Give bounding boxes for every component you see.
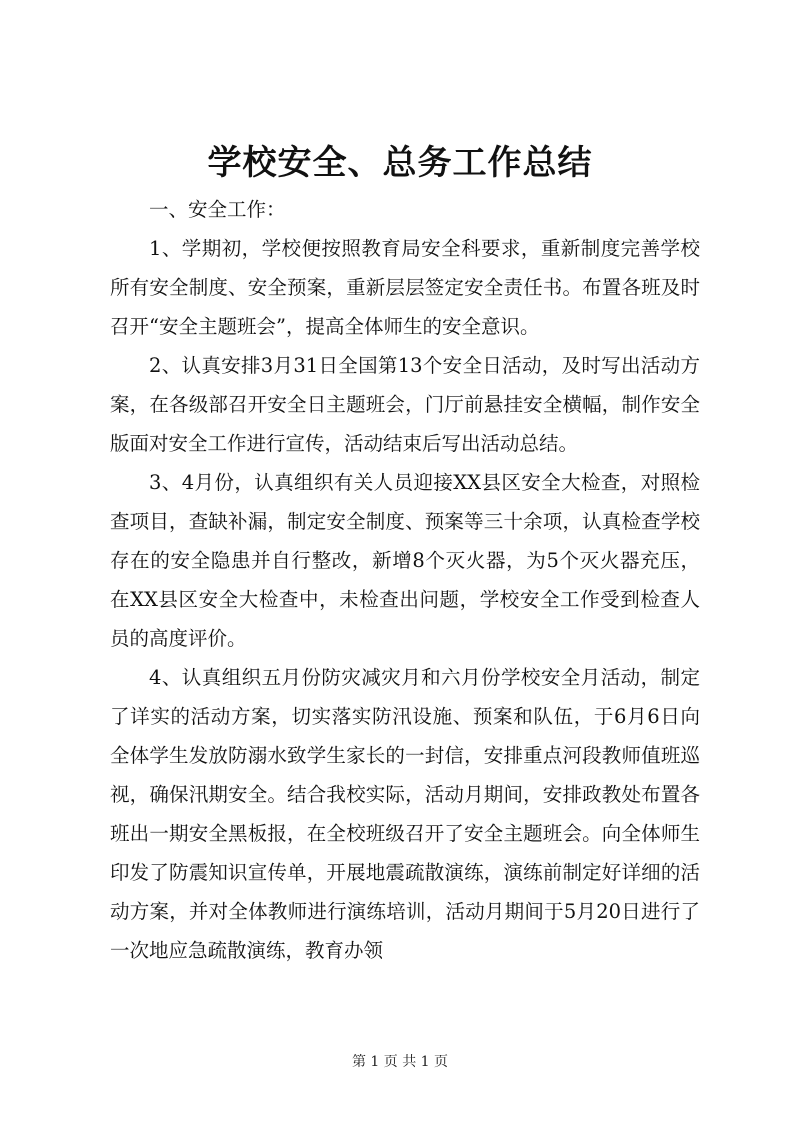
document-body bbox=[110, 190, 700, 970]
paragraph-2: 2、认真安排3月31日全国第13个安全日活动，及时写出活动方案，在各级部召开安全日主题班会，门厅前悬挂安全横幅，制作安全版面对安全工作进行宣传，活动结束后写出活动总结。 bbox=[110, 354, 700, 455]
paragraph-1: 1、学期初，学校便按照教育局安全科要求，重新制度完善学校所有安全制度、安全预案，重新层层签定安全责任书。布置各班及时召开“安全主题班会”，提高全体师生的安全意识。 bbox=[110, 237, 700, 338]
page-footer: 第 1 页 共 1 页 bbox=[351, 1054, 449, 1070]
document-title: 学校安全、总务工作总结 bbox=[207, 143, 593, 183]
paragraph-3: 3、4月份，认真组织有关人员迎接XX县区安全大检查，对照检查项目，查缺补漏，制定安全制度、预案等三十余项，认真检查学校存在的安全隐患并自行整改，新增8个灭火器，为5个灭火器充压，在XX县区安全大检查中，未检查出问题，学校安全工作受到检查人员的高度评价。 bbox=[110, 471, 700, 650]
section-heading: 一、安全工作： bbox=[149, 198, 286, 221]
paragraph-4: 4、认真组织五月份防灾减灾月和六月份学校安全月活动，制定了详实的活动方案，切实落实防汛设施、预案和队伍，于6月6日向全体学生发放防溺水致学生家长的一封信，安排重点河段教师值班巡视，确保汛期安全。结合我校实际，活动月期间，安排政教处布置各班出一期安全黑板报，在全校班级召开了安全主题班会。向全体师生印发了防震知识宣传单，开展地震疏散演练，演练前制定好详细的活动方案，并对全体教师进行演练培训，活动月期间于5月20日进行了一次地应急疏散演练，教育办领 bbox=[110, 666, 700, 962]
